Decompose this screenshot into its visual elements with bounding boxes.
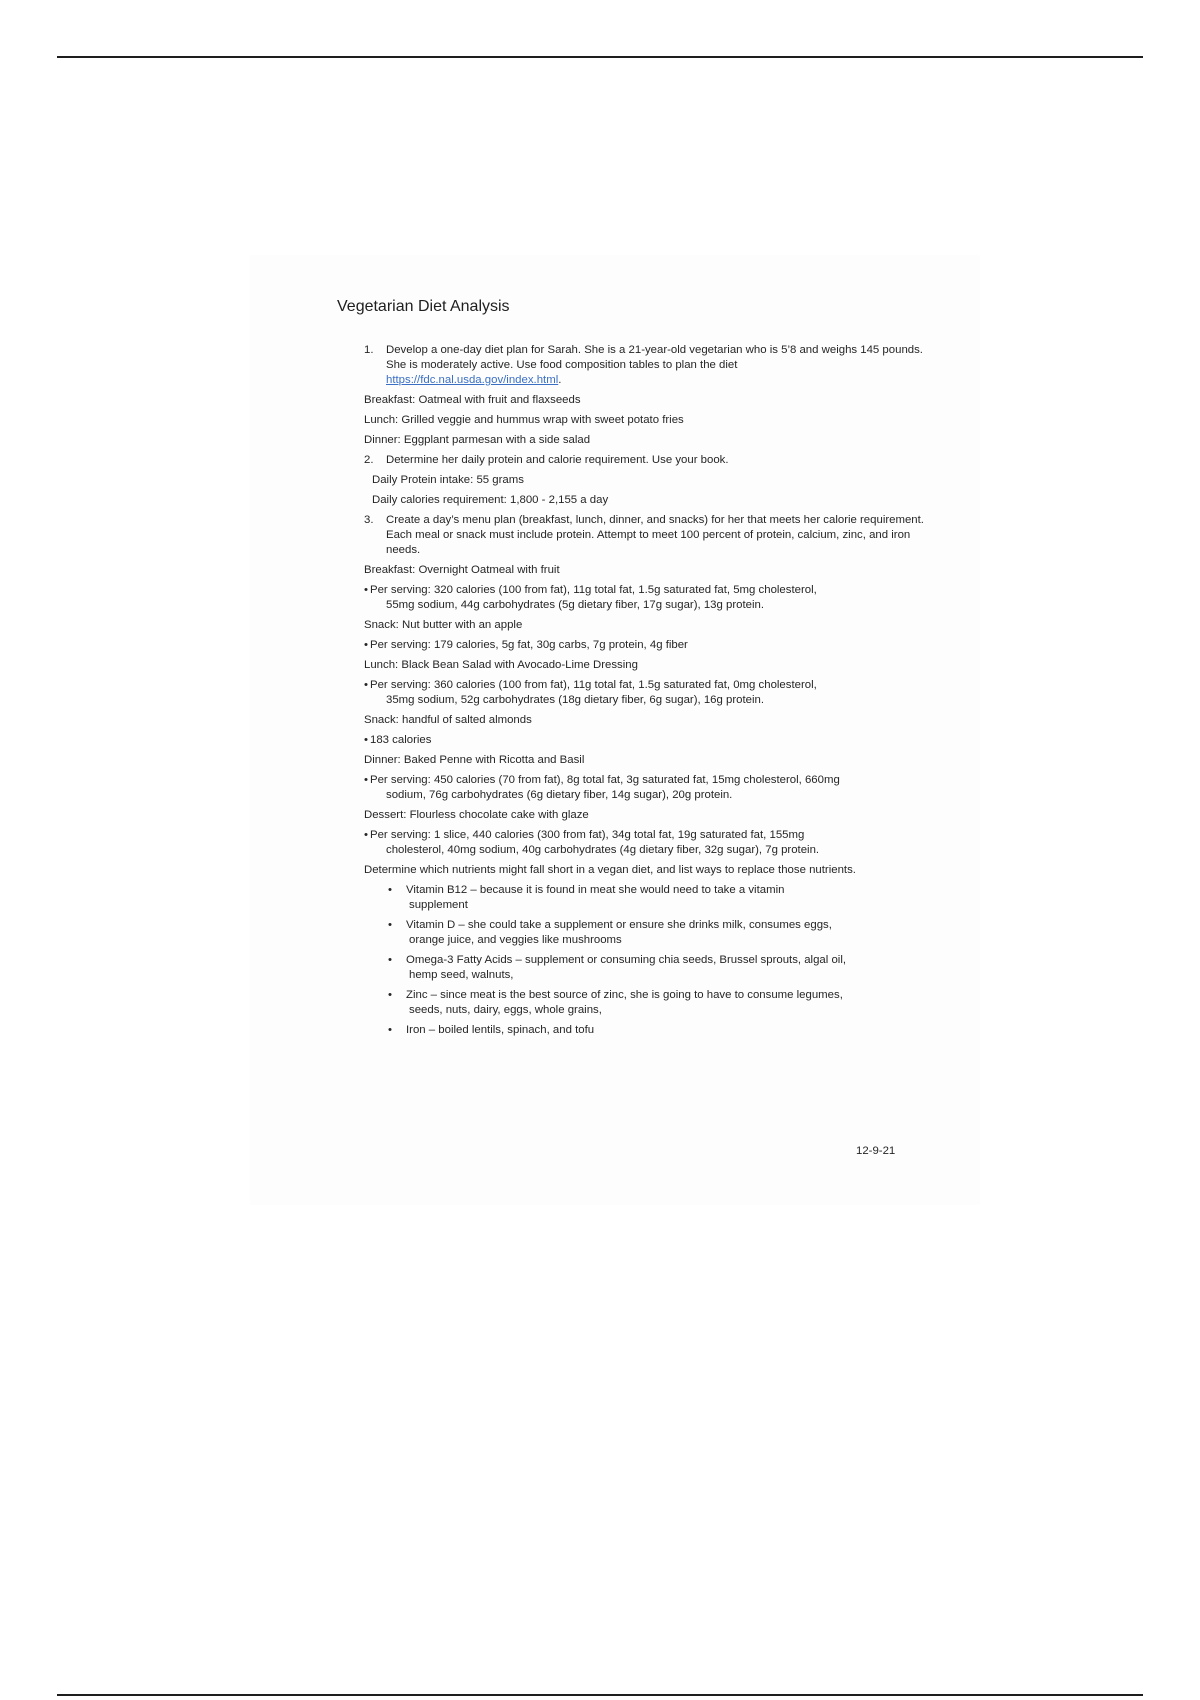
- calorie-requirement: Daily calories requirement: 1,800 - 2,155 a day: [372, 494, 609, 506]
- question-number: 3.: [364, 514, 374, 526]
- menu-dessert: Dessert: Flourless chocolate cake with glaze: [364, 809, 589, 821]
- menu-dinner: Dinner: Baked Penne with Ricotta and Basil: [364, 754, 585, 766]
- bullet-icon: •: [388, 884, 392, 896]
- question-number: 1.: [364, 344, 374, 356]
- bullet-icon: •: [364, 679, 368, 691]
- plan-dinner: Dinner: Eggplant parmesan with a side salad: [364, 434, 591, 446]
- menu-snack-2: Snack: handful of salted almonds: [364, 714, 532, 726]
- menu-snack-2-nutrition: • 183 calories: [364, 734, 432, 746]
- usda-link[interactable]: https://fdc.nal.usda.gov/index.html: [386, 374, 559, 386]
- menu-breakfast-nutrition: • Per serving: 320 calories (100 from fat), 11g total fat, 1.5g saturated fat, 5mg cholesterol, 55mg sodium, 44g carbohydrates (5g dietary fiber, 17g sugar), 13g protein.: [364, 584, 817, 611]
- document-body: [364, 343, 944, 1043]
- menu-dessert-nutrition: • Per serving: 1 slice, 440 calories (300 from fat), 34g total fat, 19g saturated fat, 155mg cholesterol, 40mg sodium, 40g carbohydrates (4g dietary fiber, 32g sugar), 7g protein.: [364, 829, 820, 856]
- nutrient-item: • Zinc – since meat is the best source of zinc, she is going to have to consume legumes, seeds, nuts, dairy, eggs, whole grains,: [388, 989, 843, 1016]
- bullet-icon: •: [364, 584, 368, 596]
- bullet-icon: •: [364, 639, 368, 651]
- question-3: [364, 513, 944, 558]
- plan-lunch: Lunch: Grilled veggie and hummus wrap with sweet potato fries: [364, 414, 684, 426]
- menu-lunch: Lunch: Black Bean Salad with Avocado-Lime Dressing: [364, 659, 638, 671]
- bullet-icon: •: [364, 734, 368, 746]
- bullet-icon: •: [364, 829, 368, 841]
- menu-snack-1-nutrition: • Per serving: 179 calories, 5g fat, 30g carbs, 7g protein, 4g fiber: [364, 639, 688, 651]
- bullet-icon: •: [388, 954, 392, 966]
- nutrients-heading: Determine which nutrients might fall short in a vegan diet, and list ways to replace those nutrients.: [364, 864, 856, 876]
- nutrient-item: • Vitamin D – she could take a supplement or ensure she drinks milk, consumes eggs, orange juice, and veggies like mushrooms: [388, 919, 832, 946]
- nutrient-item: • Omega-3 Fatty Acids – supplement or consuming chia seeds, Brussel sprouts, algal oil, hemp seed, walnuts,: [388, 954, 847, 981]
- question-text: Create a day’s menu plan (breakfast, lunch, dinner, and snacks) for her that meets her calorie requirement. Each meal or snack must include protein. Attempt to meet 100 percent of protein, calcium, zinc, and iron needs.: [386, 514, 924, 556]
- protein-requirement: Daily Protein intake: 55 grams: [372, 474, 524, 486]
- bullet-icon: •: [388, 919, 392, 931]
- question-number: 2.: [364, 454, 374, 466]
- menu-snack-1: Snack: Nut butter with an apple: [364, 619, 523, 631]
- footer-rule: [57, 1694, 1143, 1696]
- bullet-icon: •: [364, 774, 368, 786]
- menu-breakfast: Breakfast: Overnight Oatmeal with fruit: [364, 564, 560, 576]
- nutrient-item: • Vitamin B12 – because it is found in meat she would need to take a vitamin supplement: [388, 884, 785, 911]
- menu-dinner-nutrition: • Per serving: 450 calories (70 from fat), 8g total fat, 3g saturated fat, 15mg cholesterol, 660mg sodium, 76g carbohydrates (6g dietary fiber, 14g sugar), 20g protein.: [364, 774, 840, 801]
- question-text: Determine her daily protein and calorie requirement. Use your book.: [386, 454, 729, 466]
- document-title: Vegetarian Diet Analysis: [337, 298, 510, 315]
- document-date: 12-9-21: [856, 1145, 896, 1157]
- bullet-icon: •: [388, 989, 392, 1001]
- plan-breakfast: Breakfast: Oatmeal with fruit and flaxseeds: [364, 394, 581, 406]
- nutrient-item: • Iron – boiled lentils, spinach, and tofu: [388, 1024, 595, 1036]
- menu-lunch-nutrition: • Per serving: 360 calories (100 from fat), 11g total fat, 1.5g saturated fat, 0mg cholesterol, 35mg sodium, 52g carbohydrates (18g dietary fiber, 6g sugar), 16g protein.: [364, 679, 817, 706]
- question-1: [364, 343, 944, 388]
- header-rule: [57, 56, 1143, 58]
- bullet-icon: •: [388, 1024, 392, 1036]
- question-text: Develop a one-day diet plan for Sarah. She is a 21-year-old vegetarian who is 5’8 and weighs 145 pounds. She is moderately active. Use food composition tables to plan the diet https://fdc.nal.usda.gov/index.html.: [386, 344, 923, 386]
- question-2: [364, 453, 944, 468]
